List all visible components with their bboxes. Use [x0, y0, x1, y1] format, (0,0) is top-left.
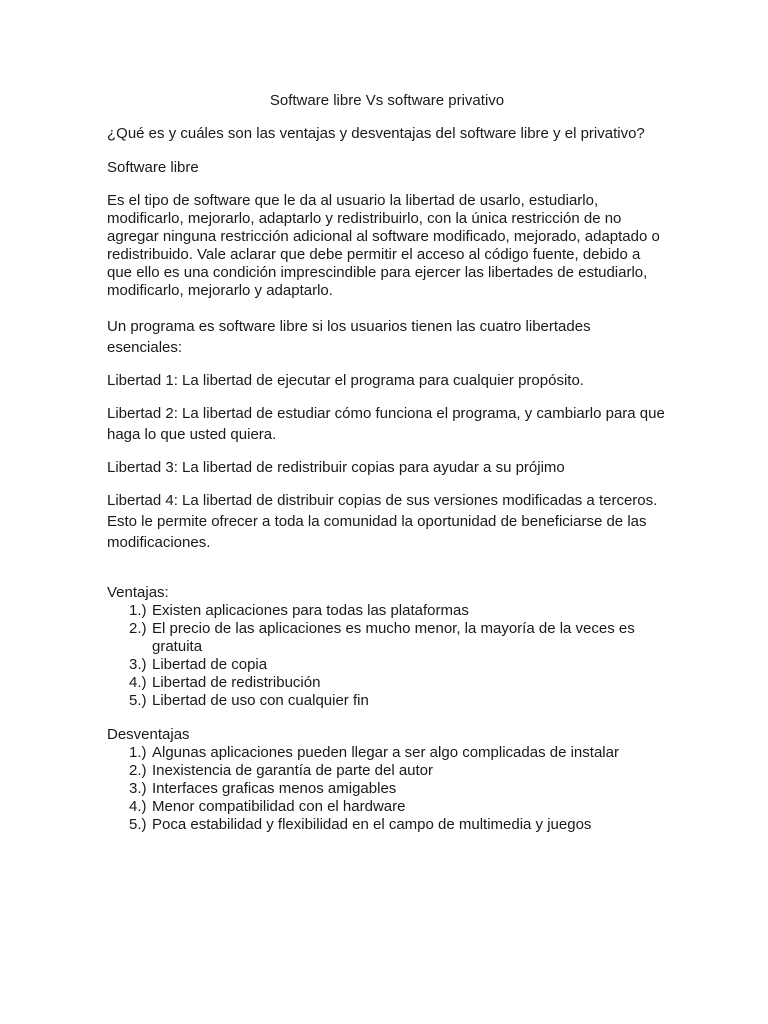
list-item-number: 4.): [129, 798, 147, 815]
list-item-text: El precio de las aplicaciones es mucho menor, la mayoría de la veces es gratuita: [152, 620, 635, 655]
list-item: [107, 602, 667, 620]
freedom-item-1: Libertad 1: La libertad de ejecutar el programa para cualquier propósito.: [107, 372, 584, 389]
advantages-list: [107, 602, 667, 710]
list-item: [107, 816, 667, 834]
list-item-number: 1.): [129, 602, 147, 619]
list-item-number: 5.): [129, 816, 147, 833]
list-item: [107, 798, 667, 816]
list-item: [107, 744, 667, 762]
list-item: [107, 762, 667, 780]
list-item-number: 4.): [129, 674, 147, 691]
freedom-item-3: Libertad 3: La libertad de redistribuir copias para ayudar a su prójimo: [107, 459, 565, 476]
list-item-text: Libertad de copia: [152, 656, 268, 673]
document-title: Software libre Vs software privativo: [269, 92, 505, 109]
disadvantages-heading: Desventajas: [107, 726, 190, 743]
list-item: [107, 692, 667, 710]
list-item-text: Inexistencia de garantía de parte del autor: [152, 762, 434, 779]
freedoms-intro-paragraph: Un programa es software libre si los usuarios tienen las cuatro libertades esenciales:: [107, 318, 591, 356]
list-item: [107, 620, 667, 656]
list-item-text: Interfaces graficas menos amigables: [152, 780, 397, 797]
freedom-item-2: Libertad 2: La libertad de estudiar cómo funciona el programa, y cambiarlo para que haga lo que usted quiera.: [107, 405, 665, 443]
intro-question: ¿Qué es y cuáles son las ventajas y desventajas del software libre y el privativo?: [107, 125, 645, 142]
list-item-text: Existen aplicaciones para todas las plataformas: [152, 602, 469, 619]
list-item: [107, 674, 667, 692]
advantages-heading: Ventajas:: [107, 584, 169, 601]
definition-paragraph: Es el tipo de software que le da al usuario la libertad de usarlo, estudiarlo, modificarlo, mejorarlo, adaptarlo y redistribuirlo, con la única restricción de no agregar ninguna restricción adicional al software modificado, mejorado, adaptado o redistribuido. Vale aclarar que debe permitir el acceso al código fuente, debido a que ello es una condición imprescindible para ejercer las libertades de estudiarlo, modificarlo, mejorarlo y adaptarlo.: [107, 192, 660, 299]
section-heading-software-libre: Software libre: [107, 159, 199, 176]
list-item-number: 3.): [129, 656, 147, 673]
list-item-text: Algunas aplicaciones pueden llegar a ser algo complicadas de instalar: [152, 744, 619, 761]
disadvantages-list: [107, 744, 667, 834]
list-item-text: Libertad de uso con cualquier fin: [152, 692, 369, 709]
freedom-item-4: Libertad 4: La libertad de distribuir copias de sus versiones modificadas a terceros. Esto le permite ofrecer a toda la comunidad la oportunidad de beneficiarse de las modificaciones.: [107, 492, 658, 551]
list-item-number: 1.): [129, 744, 147, 761]
list-item-text: Libertad de redistribución: [152, 674, 321, 691]
list-item: [107, 656, 667, 674]
list-item-text: Poca estabilidad y flexibilidad en el campo de multimedia y juegos: [152, 816, 592, 833]
list-item: [107, 780, 667, 798]
list-item-number: 2.): [129, 620, 147, 637]
list-item-text: Menor compatibilidad con el hardware: [152, 798, 406, 815]
list-item-number: 2.): [129, 762, 147, 779]
list-item-number: 5.): [129, 692, 147, 709]
list-item-number: 3.): [129, 780, 147, 797]
